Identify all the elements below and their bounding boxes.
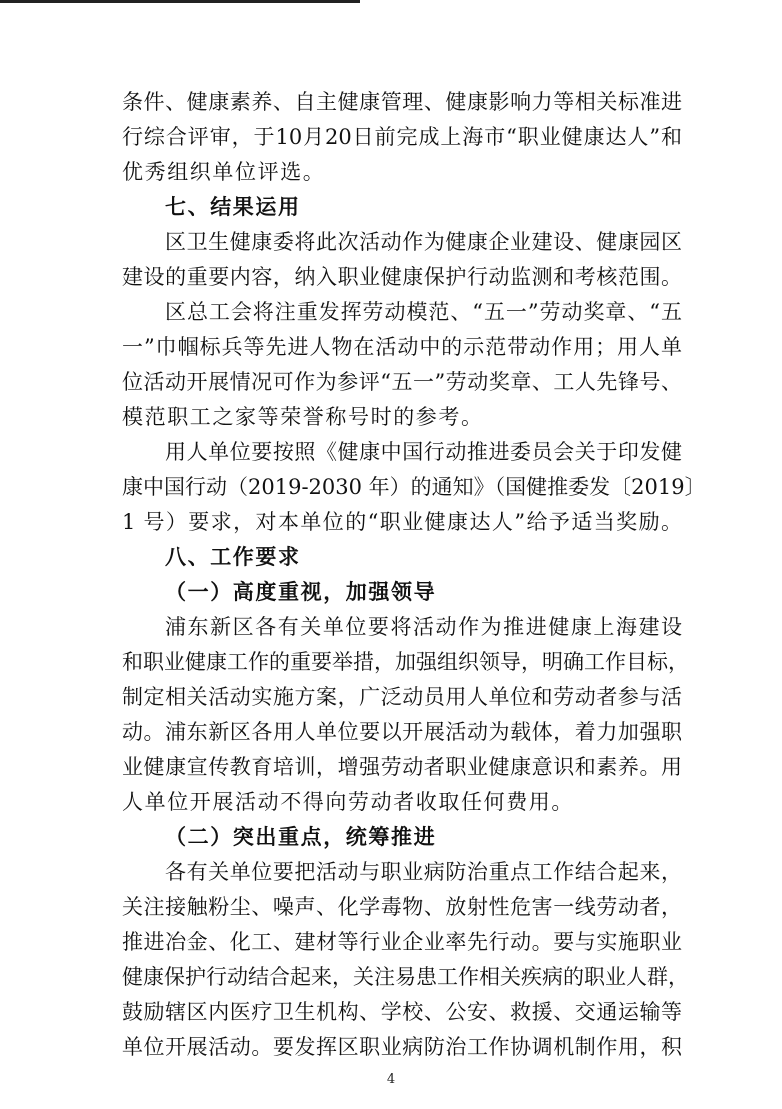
body-line: 康中国行动（2019-2030 年）的通知》（国健推委发〔2019〕 (122, 475, 706, 499)
body-line: 和职业健康工作的重要举措，加强组织领导，明确工作目标， (122, 650, 689, 674)
body-line: 业健康宣传教育培训，增强劳动者职业健康意识和素养。用 (122, 755, 682, 779)
body-line: 浦东新区各有关单位要将活动作为推进健康上海建设 (165, 615, 682, 639)
body-line: 条件、健康素养、自主健康管理、健康影响力等相关标准进 (122, 90, 682, 114)
body-line: 单位开展活动。要发挥区职业病防治工作协调机制作用，积 (122, 1035, 682, 1059)
body-line: 人单位开展活动不得向劳动者收取任何费用。 (122, 790, 574, 814)
body-line: 关注接触粉尘、噪声、化学毒物、放射性危害一线劳动者， (122, 895, 682, 919)
body-line: 各有关单位要把活动与职业病防治重点工作结合起来， (165, 860, 682, 884)
body-line: 行综合评审，于10月20日前完成上海市“职业健康达人”和 (122, 125, 682, 149)
body-line: 区卫生健康委将此次活动作为健康企业建设、健康园区 (165, 230, 682, 254)
body-line: 健康保护行动结合起来，关注易患工作相关疾病的职业人群， (122, 965, 689, 989)
body-line: 鼓励辖区内医疗卫生机构、学校、公安、救援、交通运输等 (122, 1000, 682, 1024)
top-rule (0, 0, 360, 3)
subsection-heading-1: （一）高度重视，加强领导 (165, 580, 437, 604)
body-line: 优秀组织单位评选。 (122, 160, 326, 184)
body-line: 推进冶金、化工、建材等行业企业率先行动。要与实施职业 (122, 930, 682, 954)
section-heading-7: 七、结果运用 (165, 195, 301, 219)
section-heading-8: 八、工作要求 (165, 545, 301, 569)
body-line: 一”巾帼标兵等先进人物在活动中的示范带动作用；用人单 (122, 335, 682, 359)
body-line: 建设的重要内容，纳入职业健康保护行动监测和考核范围。 (122, 265, 682, 289)
body-line: 动。浦东新区各用人单位要以开展活动为载体，着力加强职 (122, 720, 682, 744)
body-line: 区总工会将注重发挥劳动模范、“五一”劳动奖章、“五 (165, 300, 682, 324)
body-line: 位活动开展情况可作为参评“五一”劳动奖章、工人先锋号、 (122, 370, 682, 394)
page-number: 4 (386, 1072, 396, 1087)
subsection-heading-2: （二）突出重点，统筹推进 (165, 825, 437, 849)
body-line: 1 号）要求，对本单位的“职业健康达人”给予适当奖励。 (122, 510, 682, 534)
body-line: 用人单位要按照《健康中国行动推进委员会关于印发健 (165, 440, 682, 464)
body-line: 制定相关活动实施方案，广泛动员用人单位和劳动者参与活 (122, 685, 682, 709)
body-line: 模范职工之家等荣誉称号时的参考。 (122, 405, 484, 429)
